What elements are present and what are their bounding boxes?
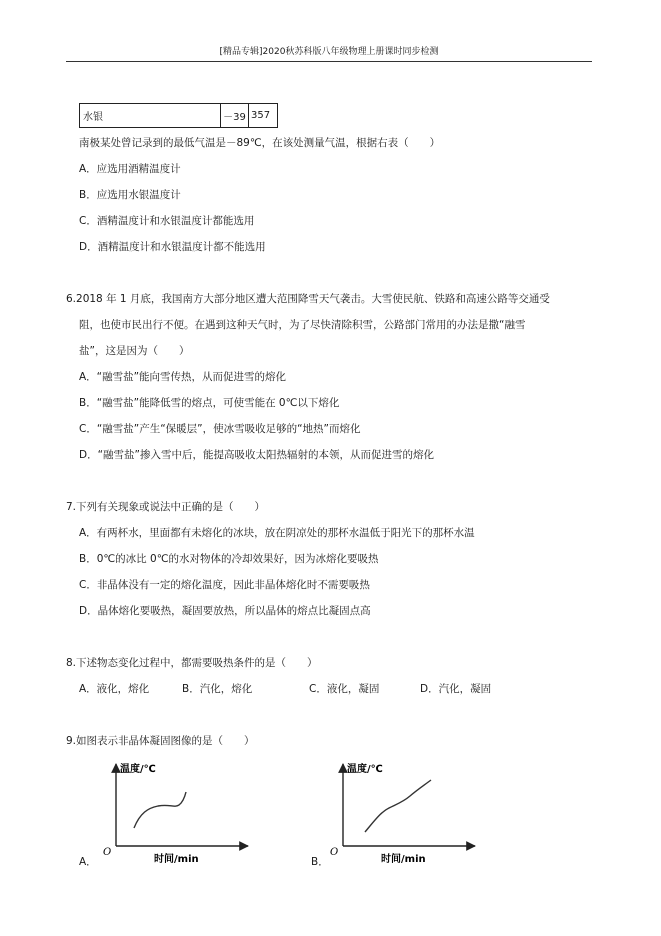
graph-b-x-label: 时间/min [381,854,426,865]
q7-option-d: D．晶体熔化要吸热，凝固要放热，所以晶体的熔点比凝固点高 [79,605,371,617]
q6-option-a: A．“融雪盐”能向雪传热，从而促进雪的熔化 [79,371,287,383]
q6-stem-line-3: 盐”，这是因为（ ） [79,345,190,357]
graph-b-origin: O [330,847,339,858]
q5-option-a: A．应选用酒精温度计 [79,163,181,175]
q5-option-c: C．酒精温度计和水银温度计都能选用 [79,215,255,227]
graph-a-y-label: 温度/℃ [120,764,156,775]
q5-option-b: B．应选用水银温度计 [79,189,181,201]
table-cell-substance: 水银 [80,104,221,128]
table-cell-melting-point: －39 [221,104,249,128]
graph-a-x-label: 时间/min [154,854,199,865]
graph-a [86,758,256,868]
q8-option-d: D．汽化，凝固 [420,683,492,695]
melting-point-table [79,103,278,128]
q9-stem: 9.如图表示非晶体凝固图像的是（ ） [66,735,255,747]
q8-option-c: C．液化，凝固 [309,683,380,695]
q8-stem: 8.下述物态变化过程中，都需要吸热条件的是（ ） [66,657,318,669]
q6-option-d: D．“融雪盐”掺入雪中后，能提高吸收太阳热辐射的本领，从而促进雪的熔化 [79,449,434,461]
q6-stem-line-1: 6.2018 年 1 月底，我国南方大部分地区遭大范围降雪天气袭击。大雪使民航、铁路和高速公路等交通受 [66,293,550,305]
graph-b-label: B． [311,856,329,868]
q7-stem: 7.下列有关现象或说法中正确的是（ ） [66,501,266,513]
q7-option-a: A．有两杯水，里面都有未熔化的冰块，放在阴凉处的那杯水温低于阳光下的那杯水温 [79,527,475,539]
q6-stem-line-2: 阻，也使市民出行不便。在遇到这种天气时，为了尽快清除积雪，公路部门常用的办法是撒“融雪 [79,319,526,331]
q6-option-b: B．“融雪盐”能降低雪的熔点，可使雪能在 0℃以下熔化 [79,397,340,409]
table-row [80,104,278,128]
q5-option-d: D．酒精温度计和水银温度计都不能选用 [79,241,266,253]
graph-b-y-label: 温度/℃ [347,764,383,775]
graph-a-curve [134,792,186,828]
header-rule [66,61,592,62]
q7-option-b: B．0℃的冰比 0℃的水对物体的冷却效果好，因为冰熔化要吸热 [79,553,379,565]
graph-a-label: A． [79,856,97,868]
graph-b [313,758,483,868]
page-header: [精品专辑]2020秋苏科版八年级物理上册课时同步检测 [219,47,439,57]
q5-stem: 南极某处曾记录到的最低气温是－89℃，在该处测量气温，根据右表（ ） [79,137,441,149]
graph-a-origin: O [103,847,112,858]
q8-option-a: A．液化，熔化 [79,683,150,695]
graph-b-curve [365,780,431,832]
q6-option-c: C．“融雪盐”产生“保暖层”，使冰雪吸收足够的“地热”而熔化 [79,423,361,435]
q7-option-c: C．非晶体没有一定的熔化温度，因此非晶体熔化时不需要吸热 [79,579,370,591]
table-cell-boiling-point: 357 [249,104,278,128]
q8-option-b: B．汽化，熔化 [182,683,253,695]
